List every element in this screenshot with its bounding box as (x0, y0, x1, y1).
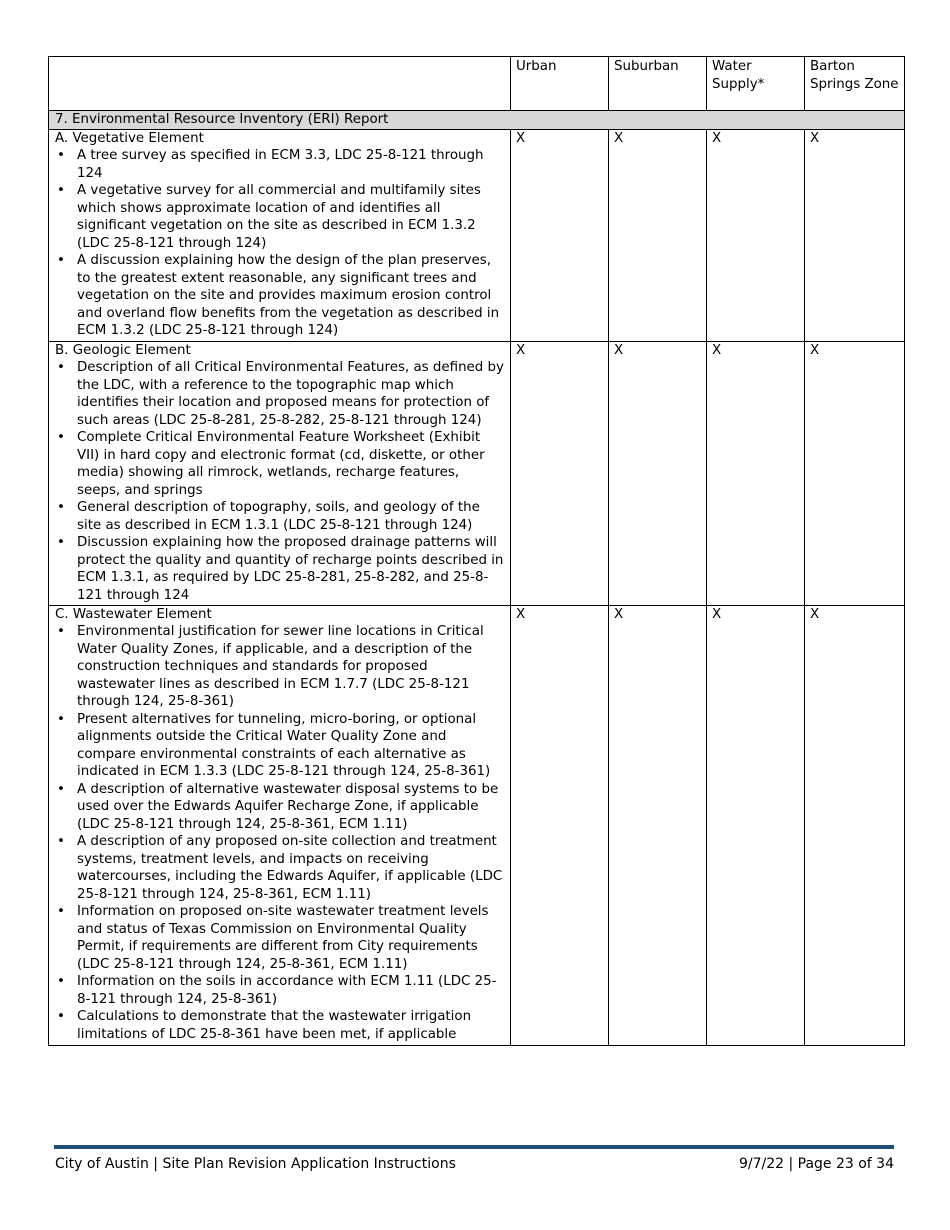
list-item: • Complete Critical Environmental Feature Worksheet (Exhibit VII) in hard copy and electronic format (cd, diskette, or other media) showing all rimrock, wetlands, recharge features, seeps, and springs (55, 429, 506, 499)
water-supply-mark: X (707, 341, 805, 605)
header-suburban: Suburban (609, 57, 707, 111)
list-item: • A vegetative survey for all commercial and multifamily sites which shows approximate location of and identifies all significant vegetation on the site as described in ECM 1.3.2 (LDC 25-8-121 through 124) (55, 182, 506, 252)
list-item: • Discussion explaining how the proposed drainage patterns will protect the quality and quantity of recharge points described in ECM 1.3.1, as required by LDC 25-8-281, 25-8-282, and 25-8-121 through 124 (55, 534, 506, 604)
barton-springs-mark: X (805, 129, 905, 341)
table-row (49, 129, 905, 341)
element-title: C. Wastewater Element (55, 606, 212, 622)
list-item: • Calculations to demonstrate that the wastewater irrigation limitations of LDC 25-8-361 have been met, if applicable (55, 1008, 506, 1043)
list-item: • Present alternatives for tunneling, micro-boring, or optional alignments outside the Critical Water Quality Zone and compare environmental constraints of each alternative as indicated in ECM 1.3.3 (LDC 25-8-121 through 124, 25-8-361) (55, 711, 506, 781)
header-water-supply: Water Supply* (707, 57, 805, 111)
header-urban: Urban (511, 57, 609, 111)
footer-page-info: 9/7/22 | Page 23 of 34 (738, 1156, 894, 1172)
element-item-list (55, 623, 506, 1043)
footer-document-title: City of Austin | Site Plan Revision Application Instructions (55, 1156, 456, 1172)
requirements-table (48, 56, 905, 1046)
urban-mark: X (511, 341, 609, 605)
list-item: • Environmental justification for sewer line locations in Critical Water Quality Zones, if applicable, and a description of the construction techniques and standards for proposed wastewater lines as described in ECM 1.7.7 (LDC 25-8-121 through 124, 25-8-361) (55, 623, 506, 711)
suburban-mark: X (609, 605, 707, 1045)
barton-springs-mark: X (805, 341, 905, 605)
element-title: A. Vegetative Element (55, 130, 204, 146)
table-row (49, 341, 905, 605)
table-row (49, 605, 905, 1045)
section-row (49, 111, 905, 130)
header-description (49, 57, 511, 111)
element-item-list (55, 147, 506, 340)
list-item: • A description of any proposed on-site collection and treatment systems, treatment levels, and impacts on receiving watercourses, including the Edwards Aquifer, if applicable (LDC 25-8-121 through 124, 25-8-361, ECM 1.11) (55, 833, 506, 903)
list-item: • Information on proposed on-site wastewater treatment levels and status of Texas Commission on Environmental Quality Permit, if requirements are different from City requirements (LDC 25-8-121 through 124, 25-8-361, ECM 1.11) (55, 903, 506, 973)
geologic-element-cell (49, 341, 511, 605)
table-header-row (49, 57, 905, 111)
element-title: B. Geologic Element (55, 342, 191, 358)
urban-mark: X (511, 129, 609, 341)
suburban-mark: X (609, 129, 707, 341)
suburban-mark: X (609, 341, 707, 605)
water-supply-mark: X (707, 605, 805, 1045)
header-barton-springs: Barton Springs Zone (805, 57, 905, 111)
list-item: • A discussion explaining how the design of the plan preserves, to the greatest extent reasonable, any significant trees and vegetation on the site and provides maximum erosion control and overland flow benefits from the vegetation as described in ECM 1.3.2 (LDC 25-8-121 through 124) (55, 252, 506, 340)
list-item: • General description of topography, soils, and geology of the site as described in ECM 1.3.1 (LDC 25-8-121 through 124) (55, 499, 506, 534)
list-item: • A description of alternative wastewater disposal systems to be used over the Edwards Aquifer Recharge Zone, if applicable (LDC 25-8-121 through 124, 25-8-361, ECM 1.11) (55, 781, 506, 834)
barton-springs-mark: X (805, 605, 905, 1045)
list-item: • Information on the soils in accordance with ECM 1.11 (LDC 25-8-121 through 124, 25-8-361) (55, 973, 506, 1008)
urban-mark: X (511, 605, 609, 1045)
list-item: • Description of all Critical Environmental Features, as defined by the LDC, with a reference to the topographic map which identifies their location and proposed means for protection of such areas (LDC 25-8-281, 25-8-282, 25-8-121 through 124) (55, 359, 506, 429)
vegetative-element-cell (49, 129, 511, 341)
wastewater-element-cell (49, 605, 511, 1045)
element-item-list (55, 359, 506, 604)
water-supply-mark: X (707, 129, 805, 341)
list-item: • A tree survey as specified in ECM 3.3, LDC 25-8-121 through 124 (55, 147, 506, 182)
section-title: 7. Environmental Resource Inventory (ERI) Report (49, 111, 905, 130)
footer-divider (54, 1145, 894, 1149)
